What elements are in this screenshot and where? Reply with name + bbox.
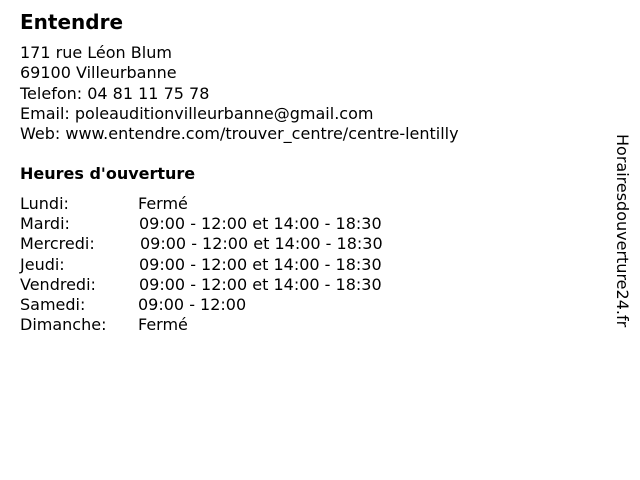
time-value: Fermé [138, 194, 188, 213]
email-line: Email: poleauditionvilleurbanne@gmail.com [20, 103, 374, 123]
time-value: 09:00 - 12:00 et 14:00 - 18:30 [139, 214, 382, 234]
time-value: 09:00 - 12:00 [138, 294, 247, 314]
day-label: Samedi: [20, 294, 86, 314]
day-label: Jeudi: [20, 254, 65, 274]
contact-info [20, 43, 459, 144]
opening-hours-heading: Heures d'ouverture [20, 164, 196, 183]
site-watermark: Horairesdouverture24.fr [613, 134, 632, 328]
day-label: Dimanche: [20, 315, 107, 335]
web-line: Web: www.entendre.com/trouver_centre/centre-lentilly [20, 124, 459, 144]
day-label: Mardi: [20, 214, 70, 234]
business-name: Entendre [20, 10, 124, 34]
address-line-1: 171 rue Léon Blum [20, 43, 172, 62]
phone-line: Telefon: 04 81 11 75 78 [20, 83, 210, 103]
address-line-2: 69100 Villeurbanne [20, 63, 177, 83]
time-value: 09:00 - 12:00 et 14:00 - 18:30 [139, 274, 382, 294]
day-label: Vendredi: [20, 274, 96, 294]
time-value: 09:00 - 12:00 et 14:00 - 18:30 [140, 234, 383, 254]
day-label: Lundi: [20, 194, 69, 213]
day-label: Mercredi: [20, 234, 95, 254]
time-value: 09:00 - 12:00 et 14:00 - 18:30 [139, 254, 382, 274]
time-value: Fermé [138, 315, 188, 335]
